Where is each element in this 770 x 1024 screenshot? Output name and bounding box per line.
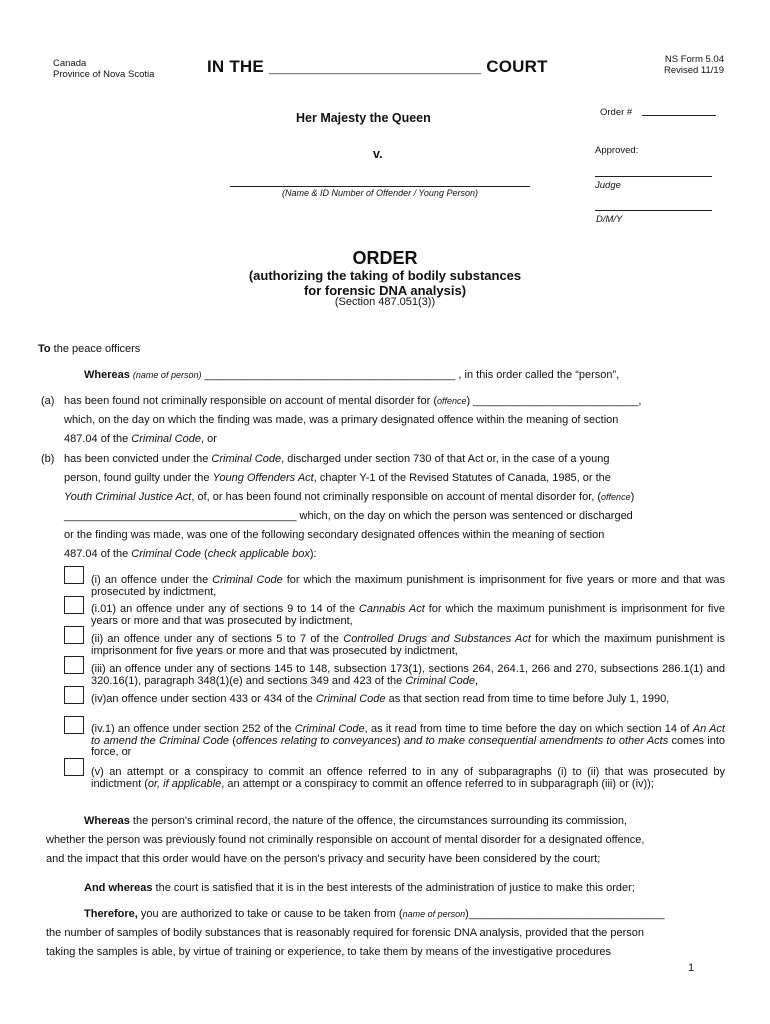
header-province: Province of Nova Scotia [53, 69, 155, 80]
whereas-bold: Whereas [84, 369, 130, 381]
act-name: Youth Criminal Justice Act [64, 491, 192, 503]
offence-item-ii [91, 634, 725, 657]
item-text: , an attempt or a conspiracy to commit an offence referred to in subparagraph (iii) or (iv)); [221, 777, 654, 790]
whereas2-line-3: and the impact that this order would have on the person's privacy and security have been considered by the court; [46, 853, 601, 865]
item-text: (v) an attempt or a conspiracy to commit an offence referred to in any of subparagraphs (i) to (ii) that was prosecuted by indictment ( [91, 766, 725, 790]
checkbox-offence-i01[interactable] [64, 596, 84, 614]
judge-signature-line[interactable] [595, 176, 712, 177]
approved-label: Approved: [595, 145, 639, 156]
court-heading [207, 57, 548, 77]
para-a-text: has been found not criminally responsible on account of mental disorder for ( [64, 395, 437, 407]
para-b-text: ) [630, 491, 635, 503]
whereas2-line-2: whether the person was previously found not criminally responsible on account of mental disorder for a designated offence, [46, 834, 645, 846]
offence-item-i01 [91, 604, 725, 627]
date-label: D/M/Y [596, 214, 623, 225]
para-b-line-1 [64, 450, 734, 469]
para-a-line-2: which, on the day on which the finding was made, was a primary designated offence within the meaning of section [64, 414, 619, 426]
checkbox-offence-iv[interactable] [64, 686, 84, 704]
act-name: Criminal Code [315, 693, 386, 705]
checkbox-offence-i[interactable] [64, 566, 84, 584]
item-text: , as it read from time to time before the day on which section 14 of [364, 723, 693, 735]
checkbox-offence-iii[interactable] [64, 656, 84, 674]
offence-item-iv [91, 694, 725, 706]
court-blank: ______________________ [268, 57, 482, 76]
checkbox-offence-v[interactable] [64, 758, 84, 776]
para-b-text: ( [200, 548, 208, 560]
whereas-rest: , in this order called the “person”, [458, 369, 620, 381]
whereas-person [84, 366, 619, 385]
para-b-text: 487.04 of the [64, 548, 132, 560]
crown-party: Her Majesty the Queen [296, 111, 431, 125]
act-name: Cannabis Act [358, 603, 425, 615]
header-jurisdiction [53, 58, 154, 80]
item-text: for which the maximum punishment is imprisonment for five years or more and that was prosecuted by indictment, [91, 633, 725, 657]
and-whereas [84, 879, 635, 898]
act-name: Controlled Drugs and Substances Act [343, 633, 531, 645]
item-text: for which the maximum punishment is imprisonment for five years or more and that was prosecuted by indictment, [91, 574, 725, 598]
para-a-text: , or [200, 433, 217, 445]
to-line [38, 340, 140, 359]
para-b-line-2 [64, 469, 734, 488]
whereas2-line-1 [46, 812, 726, 831]
para-b [64, 450, 734, 564]
therefore-line-2: the number of samples of bodily substances that is reasonably required for forensic DNA analysis, provided that the person [46, 927, 644, 939]
person-name-hint: name of person [402, 909, 466, 919]
checkbox-offence-ii[interactable] [64, 626, 84, 644]
act-name: Criminal Code [212, 574, 283, 586]
header-country: Canada [53, 58, 87, 69]
act-name: Criminal Code [294, 723, 365, 735]
therefore-bold: Therefore, [84, 908, 138, 920]
person-name-blank[interactable]: )________________________________ [465, 908, 665, 920]
court-suffix: COURT [486, 57, 548, 76]
para-b-text: ): [309, 548, 317, 560]
para-b-line-5: or the finding was made, was one of the following secondary designated offences within the meaning of section [64, 529, 605, 541]
para-b-text: which, on the day on which the person was sentenced or discharged [296, 510, 633, 522]
para-a-line-1 [64, 392, 734, 411]
order-title: ORDER [352, 248, 418, 268]
order-number-label: Order # [600, 107, 633, 118]
para-a [64, 392, 734, 449]
para-b-line-6 [64, 545, 734, 564]
para-b-line-3 [64, 488, 734, 507]
act-name: Criminal Code [211, 453, 282, 465]
act-name: An Act to amend the Criminal Code [91, 723, 725, 747]
para-b-text: person, found guilty under the [64, 472, 213, 484]
offender-caption: (Name & ID Number of Offender / Young Person) [282, 188, 478, 198]
therefore-line-3: taking the samples is able, by virtue of training or experience, to take them by means of the investigative procedures [46, 946, 611, 958]
act-name: Young Offenders Act [212, 472, 314, 484]
para-b-line-4 [64, 507, 734, 526]
para-a-label: (a) [41, 395, 55, 407]
and-whereas-text: the court is satisfied that it is in the best interests of the administration of justice to make this order; [152, 882, 635, 894]
para-b-text: has been convicted under the [64, 453, 212, 465]
item-text: ( [228, 734, 236, 747]
para-b-label: (b) [41, 453, 55, 465]
page-number: 1 [688, 962, 695, 974]
item-text: (iv.1) an offence under section 252 of the [91, 723, 295, 735]
order-number-field[interactable] [642, 115, 716, 116]
court-prefix: IN THE [207, 57, 264, 76]
date-line[interactable] [595, 210, 712, 211]
para-b-text: , chapter Y-1 of the Revised Statutes of Canada, 1985, or the [313, 472, 611, 484]
act-name: offences relating to conveyances [235, 734, 397, 747]
therefore-text: you are authorized to take or cause to be taken from ( [137, 908, 403, 920]
offence-blank[interactable]: ) ___________________________, [466, 395, 642, 407]
offence-item-iv1 [91, 724, 725, 759]
offence-hint: offence [437, 396, 467, 406]
order-section-ref: (Section 487.051(3)) [334, 296, 436, 308]
item-text: comes into force, or [91, 734, 726, 758]
versus-label: v. [373, 147, 383, 161]
item-text: ) [396, 734, 404, 747]
para-a-text: 487.04 of the [64, 433, 132, 445]
item-text: (i.01) an offence under any of sections 9 to 14 of the [91, 603, 359, 615]
person-name-blank[interactable]: _________________________________________ [201, 369, 459, 381]
checkbox-offence-iv1[interactable] [64, 716, 84, 734]
item-text: as that section read from time to time before July 1, 1990, [385, 693, 670, 705]
whereas2-bold: Whereas [84, 815, 130, 827]
form-revised: Revised 11/19 [663, 65, 724, 76]
item-text: (iv)an offence under section 433 or 434 of the [91, 693, 316, 705]
offender-line [230, 186, 530, 187]
act-name: Criminal Code [131, 433, 201, 445]
therefore-clause [46, 905, 726, 962]
act-name: Criminal Code [405, 674, 476, 687]
order-subtitle-1: (authorizing the taking of bodily substances [248, 268, 522, 283]
person-name-hint: (name of person) [132, 370, 202, 380]
instruction: or, if applicable [147, 777, 222, 790]
whereas-considerations [46, 812, 726, 869]
offence-item-v [91, 767, 725, 790]
offence-blank[interactable]: ______________________________________ [64, 510, 297, 522]
order-subtitle-2: for forensic DNA analysis) [303, 283, 467, 298]
and-whereas-bold: And whereas [84, 882, 153, 894]
act-name: and to make consequential amendments to other Acts [403, 734, 669, 747]
offence-item-iii [91, 664, 725, 687]
item-text: for which the maximum punishment is imprisonment for five years or more and that was prosecuted by indictment, [91, 603, 725, 627]
therefore-line-1 [46, 905, 726, 924]
judge-label: Judge [595, 180, 621, 191]
para-b-text: , of, or has been found not criminally responsible on account of mental disorder for, ( [191, 491, 602, 503]
whereas2-text: the person's criminal record, the nature of the offence, the circumstances surrounding its commission, [129, 815, 627, 827]
offence-hint: offence [601, 492, 631, 502]
to-bold: To [38, 343, 51, 355]
to-rest: the peace officers [50, 343, 141, 355]
form-number: NS Form 5.04 [664, 54, 724, 65]
act-name: Criminal Code [131, 548, 201, 560]
item-text: (iii) an offence under any of sections 145 to 148, subsection 173(1), sections 264, 264.1, 266 and 270, subsections 286.1(1) and 320.16(1), paragraph 348(1)(e) and sections 349 and 423 of the [91, 663, 725, 687]
form-info [620, 54, 724, 76]
item-text: (ii) an offence under any of sections 5 to 7 of the [91, 633, 344, 645]
para-a-line-3 [64, 430, 734, 449]
offence-item-i [91, 575, 725, 598]
item-text: , [475, 674, 479, 687]
item-text: (i) an offence under the [91, 574, 213, 586]
instruction: check applicable box [207, 548, 310, 560]
para-b-text: , discharged under section 730 of that Act or, in the case of a young [281, 453, 610, 465]
